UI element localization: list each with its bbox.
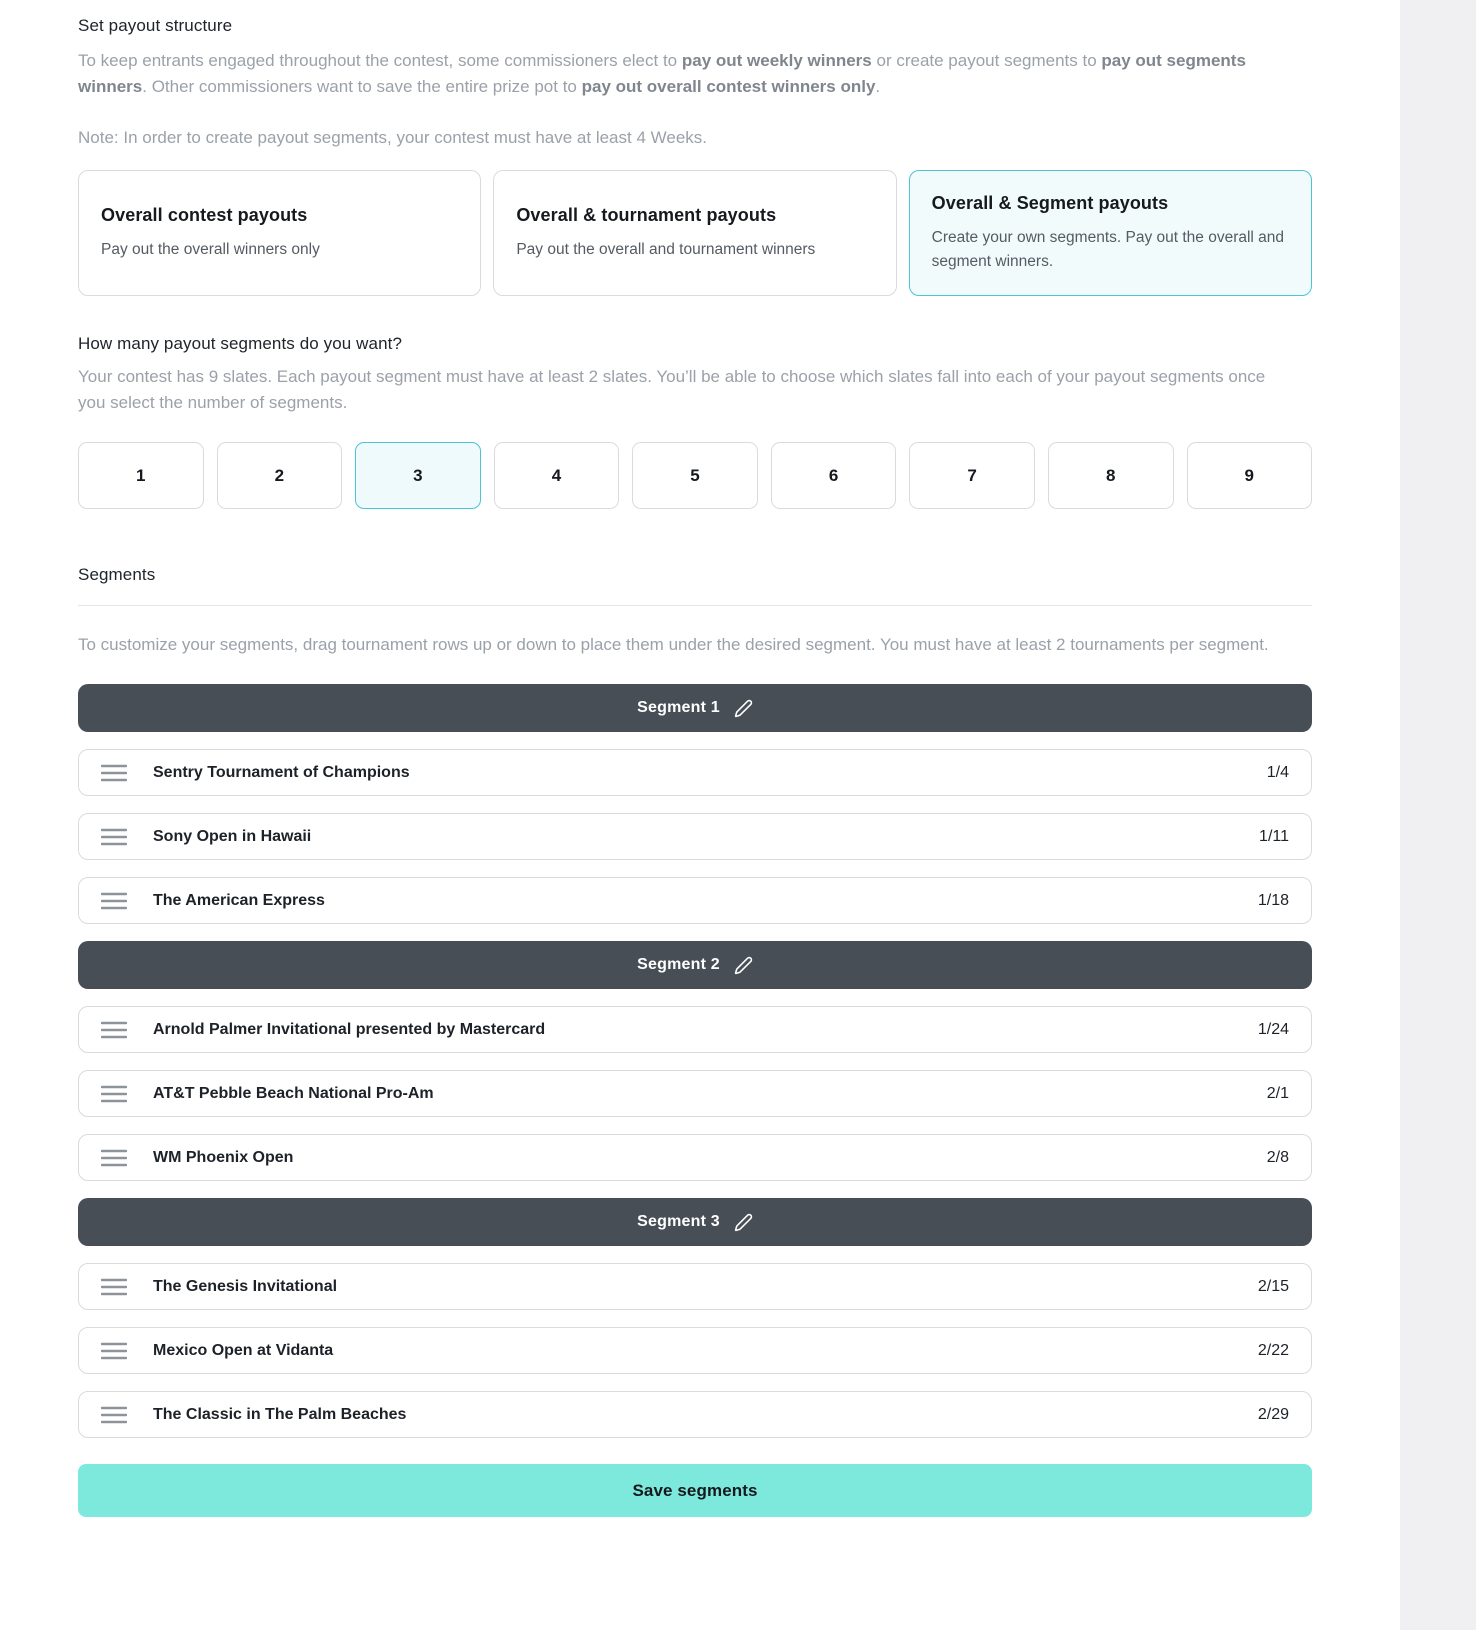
tournament-name: Sony Open in Hawaii — [153, 827, 312, 845]
drag-handle-icon[interactable] — [101, 1406, 127, 1424]
drag-handle-icon[interactable] — [101, 1085, 127, 1103]
edit-pencil-icon[interactable] — [734, 956, 753, 975]
option-card-description: Create your own segments. Pay out the overall and segment winners. — [931, 228, 1285, 270]
note-text: Note: In order to create payout segments, your contest must have at least 4 Weeks. — [78, 128, 708, 147]
segments-list — [78, 684, 1312, 1438]
segment-count-button-6[interactable]: 6 — [771, 442, 897, 509]
tournament-row[interactable] — [78, 1070, 1312, 1117]
segment-3-label: Segment 3 — [637, 1213, 720, 1230]
segments-instructions: To customize your segments, drag tournament rows up or down to place them under the desired segment. You must have at least 2 tournaments per segment. — [78, 635, 1269, 654]
intro-text — [78, 48, 1312, 100]
tournament-date: 2/29 — [1257, 1405, 1289, 1423]
drag-handle-icon[interactable] — [101, 1342, 127, 1360]
tournament-row[interactable] — [78, 1006, 1312, 1053]
option-card-overall-contest[interactable] — [78, 170, 481, 296]
tournament-row[interactable] — [78, 813, 1312, 860]
tournament-name: Arnold Palmer Invitational presented by Mastercard — [153, 1020, 546, 1038]
tournament-name: The American Express — [153, 891, 325, 909]
tournament-date: 1/11 — [1259, 827, 1289, 845]
segment-count-button-8[interactable]: 8 — [1048, 442, 1174, 509]
drag-handle-icon[interactable] — [101, 1149, 127, 1167]
tournament-name: Mexico Open at Vidanta — [153, 1341, 334, 1359]
tournament-row[interactable] — [78, 749, 1312, 796]
segment-count-button-4[interactable]: 4 — [494, 442, 620, 509]
segment-2-header — [78, 941, 1312, 989]
segment-2-label: Segment 2 — [637, 956, 720, 973]
tournament-row[interactable] — [78, 1134, 1312, 1181]
tournament-date: 1/18 — [1257, 891, 1289, 909]
intro-text-part: . Other commissioners want to save the entire prize pot to — [142, 77, 582, 96]
tournament-name: Sentry Tournament of Champions — [153, 763, 410, 781]
intro-bold-overall-winners: pay out overall contest winners only — [581, 77, 876, 96]
edit-pencil-icon[interactable] — [734, 1213, 753, 1232]
segment-count-question: How many payout segments do you want? — [78, 334, 403, 353]
tournament-date: 1/24 — [1257, 1020, 1289, 1038]
tournament-date: 1/4 — [1266, 763, 1289, 781]
drag-handle-icon[interactable] — [101, 828, 127, 846]
intro-bold-weekly-winners: pay out weekly winners — [681, 51, 872, 70]
tournament-row[interactable] — [78, 1391, 1312, 1438]
segment-count-button-7[interactable]: 7 — [909, 442, 1035, 509]
segments-heading: Segments — [78, 565, 156, 584]
save-segments-button[interactable]: Save segments — [78, 1464, 1312, 1517]
option-card-description: Pay out the overall and tournament winners — [516, 240, 816, 258]
tournament-row[interactable] — [78, 1263, 1312, 1310]
segment-count-description: Your contest has 9 slates. Each payout segment must have at least 2 slates. You’ll be able to choose which slates fall into each of your payout segments once you select the number of segments. — [78, 367, 1266, 412]
tournament-name: The Classic in The Palm Beaches — [153, 1405, 407, 1423]
option-card-title: Overall & tournament payouts — [516, 204, 777, 225]
segment-count-button-3[interactable]: 3 — [355, 442, 481, 509]
segment-count-button-9[interactable]: 9 — [1187, 442, 1313, 509]
drag-handle-icon[interactable] — [101, 1021, 127, 1039]
option-card-overall-tournament[interactable] — [493, 170, 896, 296]
segment-1-header — [78, 684, 1312, 732]
drag-handle-icon[interactable] — [101, 764, 127, 782]
option-card-overall-segment[interactable] — [909, 170, 1312, 296]
page-title: Set payout structure — [78, 16, 233, 35]
intro-text-part: or create payout segments to — [871, 51, 1102, 70]
intro-text-part: . — [875, 77, 881, 96]
tournament-date: 2/8 — [1266, 1148, 1289, 1166]
segment-count-selector — [78, 442, 1312, 509]
option-card-title: Overall contest payouts — [101, 204, 308, 225]
segments-divider — [78, 605, 1312, 606]
payout-option-cards — [78, 170, 1312, 296]
intro-bold-segments-winners: pay out segments winners — [78, 51, 1246, 96]
tournament-date: 2/1 — [1266, 1084, 1289, 1102]
tournament-row[interactable] — [78, 1327, 1312, 1374]
drag-handle-icon[interactable] — [101, 892, 127, 910]
option-card-title: Overall & Segment payouts — [931, 192, 1169, 213]
segment-count-button-1[interactable]: 1 — [78, 442, 204, 509]
segment-1-label: Segment 1 — [637, 699, 720, 716]
edit-pencil-icon[interactable] — [734, 699, 753, 718]
tournament-date: 2/15 — [1257, 1277, 1289, 1295]
segment-count-button-5[interactable]: 5 — [632, 442, 758, 509]
intro-text-part: To keep entrants engaged throughout the contest, some commissioners elect to — [78, 51, 682, 70]
tournament-date: 2/22 — [1257, 1341, 1289, 1359]
segment-count-button-2[interactable]: 2 — [217, 442, 343, 509]
tournament-name: WM Phoenix Open — [153, 1148, 294, 1166]
tournament-name: The Genesis Invitational — [153, 1277, 338, 1295]
page-background-strip — [1400, 0, 1476, 1630]
segment-3-header — [78, 1198, 1312, 1246]
tournament-row[interactable] — [78, 877, 1312, 924]
tournament-name: AT&T Pebble Beach National Pro-Am — [153, 1084, 434, 1102]
drag-handle-icon[interactable] — [101, 1278, 127, 1296]
option-card-description: Pay out the overall winners only — [101, 240, 320, 258]
